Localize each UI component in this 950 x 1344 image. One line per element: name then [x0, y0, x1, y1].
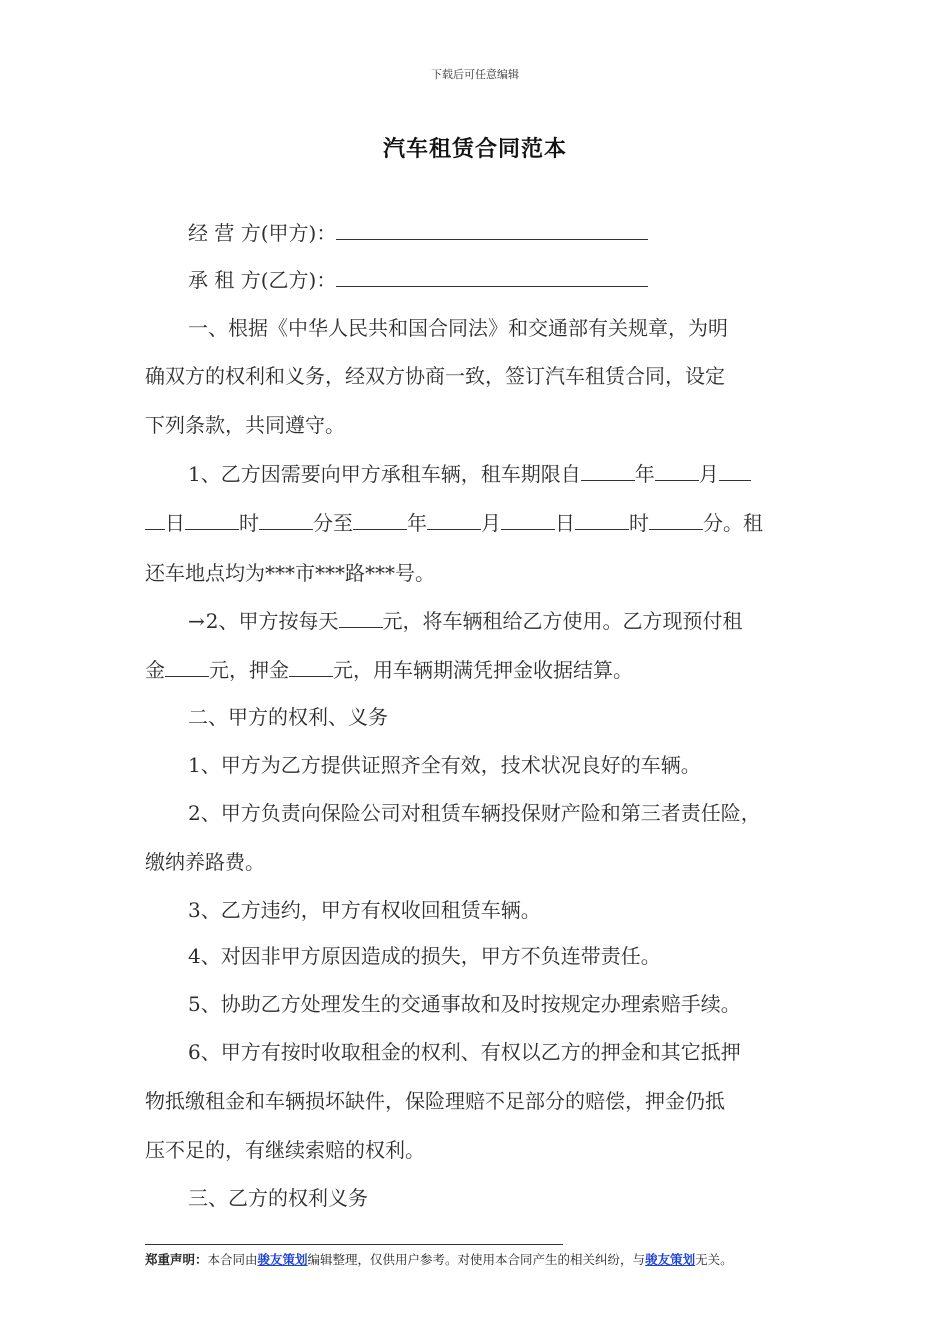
footer-divider — [145, 1244, 563, 1245]
party-b-label: 承 租 方(乙方)： — [188, 268, 337, 292]
section2-item2a: 2、甲方负责向保险公司对租赁车辆投保财产险和第三者责任险， — [188, 801, 761, 825]
clause1-month2: 月 — [481, 511, 501, 535]
clause1-year2: 年 — [407, 511, 427, 535]
footer-text-3: 无关。 — [695, 1252, 733, 1267]
clause1-hour2: 时 — [629, 511, 649, 535]
blank — [339, 609, 383, 628]
party-a-blank — [336, 221, 648, 240]
footer-link-2[interactable]: 骏友策划 — [645, 1252, 696, 1267]
blank — [719, 462, 751, 481]
party-a-label: 经 营 方(甲方)： — [188, 221, 337, 245]
footer-disclaimer — [145, 1250, 733, 1268]
clause2-line1 — [188, 608, 743, 634]
section3-heading: 三、乙方的权利义务 — [188, 1186, 368, 1210]
clause1-end: 分。租 — [703, 511, 763, 535]
footer-label: 郑重声明： — [145, 1252, 208, 1267]
blank — [145, 511, 165, 530]
blank — [259, 511, 313, 530]
clause2-text-e: 元，用车辆期满凭押金收据结算。 — [333, 658, 633, 682]
clause1-day: 日 — [165, 511, 185, 535]
header-note: 下载后可任意编辑 — [431, 68, 519, 81]
section1-line1: 一、根据《中华人民共和国合同法》和交通部有关规章，为明 — [188, 316, 728, 340]
section2-heading: 二、甲方的权利、义务 — [188, 705, 388, 729]
blank — [655, 462, 699, 481]
arrow-icon: → — [188, 609, 205, 633]
party-b-blank — [336, 268, 648, 287]
blank — [165, 658, 209, 677]
clause2-text-c: 金 — [145, 658, 165, 682]
section1-line2: 确双方的权利和义务，经双方协商一致，签订汽车租赁合同，设定 — [145, 364, 725, 388]
section2-item6c: 压不足的，有继续索赔的权利。 — [145, 1138, 425, 1162]
section2-item3: 3、乙方违约，甲方有权收回租赁车辆。 — [188, 898, 541, 922]
clause2-text-d: 元，押金 — [209, 658, 289, 682]
party-b-line — [188, 267, 648, 293]
clause1-line3: 还车地点均为***市***路***号。 — [145, 561, 435, 585]
clause2-text-b: 元，将车辆租给乙方使用。乙方现预付租 — [382, 609, 743, 633]
footer-text-2: 编辑整理，仅供用户参考。对使用本合同产生的相关纠纷，与 — [307, 1252, 646, 1267]
blank — [289, 658, 333, 677]
footer-link-1[interactable]: 骏友策划 — [257, 1252, 308, 1267]
blank — [649, 511, 703, 530]
section2-item6b: 物抵缴租金和车辆损坏缺件，保险理赔不足部分的赔偿，押金仍抵 — [145, 1089, 725, 1113]
clause1-hour: 时 — [239, 511, 259, 535]
document-title: 汽车租赁合同范本 — [382, 136, 567, 162]
section1-line3: 下列条款，共同遵守。 — [145, 413, 345, 437]
clause1-line1 — [188, 461, 751, 487]
clause2-line2 — [145, 657, 633, 683]
clause1-minute: 分至 — [313, 511, 353, 535]
blank — [581, 462, 635, 481]
blank — [501, 511, 555, 530]
section2-item1: 1、甲方为乙方提供证照齐全有效，技术状况良好的车辆。 — [188, 753, 701, 777]
clause1-day2: 日 — [555, 511, 575, 535]
blank — [185, 511, 239, 530]
blank — [353, 511, 407, 530]
clause1-year: 年 — [634, 462, 655, 486]
clause2-text: 2、甲方按每天 — [205, 609, 339, 633]
footer-text-1: 本合同由 — [207, 1252, 258, 1267]
clause1-line2 — [145, 510, 763, 536]
party-a-line — [188, 220, 648, 246]
blank — [575, 511, 629, 530]
section2-item6a: 6、甲方有按时收取租金的权利、有权以乙方的押金和其它抵押 — [188, 1040, 741, 1064]
section2-item4: 4、对因非甲方原因造成的损失，甲方不负连带责任。 — [188, 944, 661, 968]
section2-item2b: 缴纳养路费。 — [145, 850, 265, 874]
section2-item5: 5、协助乙方处理发生的交通事故和及时按规定办理索赔手续。 — [188, 992, 741, 1016]
clause1-text: 1、乙方因需要向甲方承租车辆，租车期限自 — [188, 462, 581, 486]
clause1-month: 月 — [698, 462, 719, 486]
blank — [427, 511, 481, 530]
